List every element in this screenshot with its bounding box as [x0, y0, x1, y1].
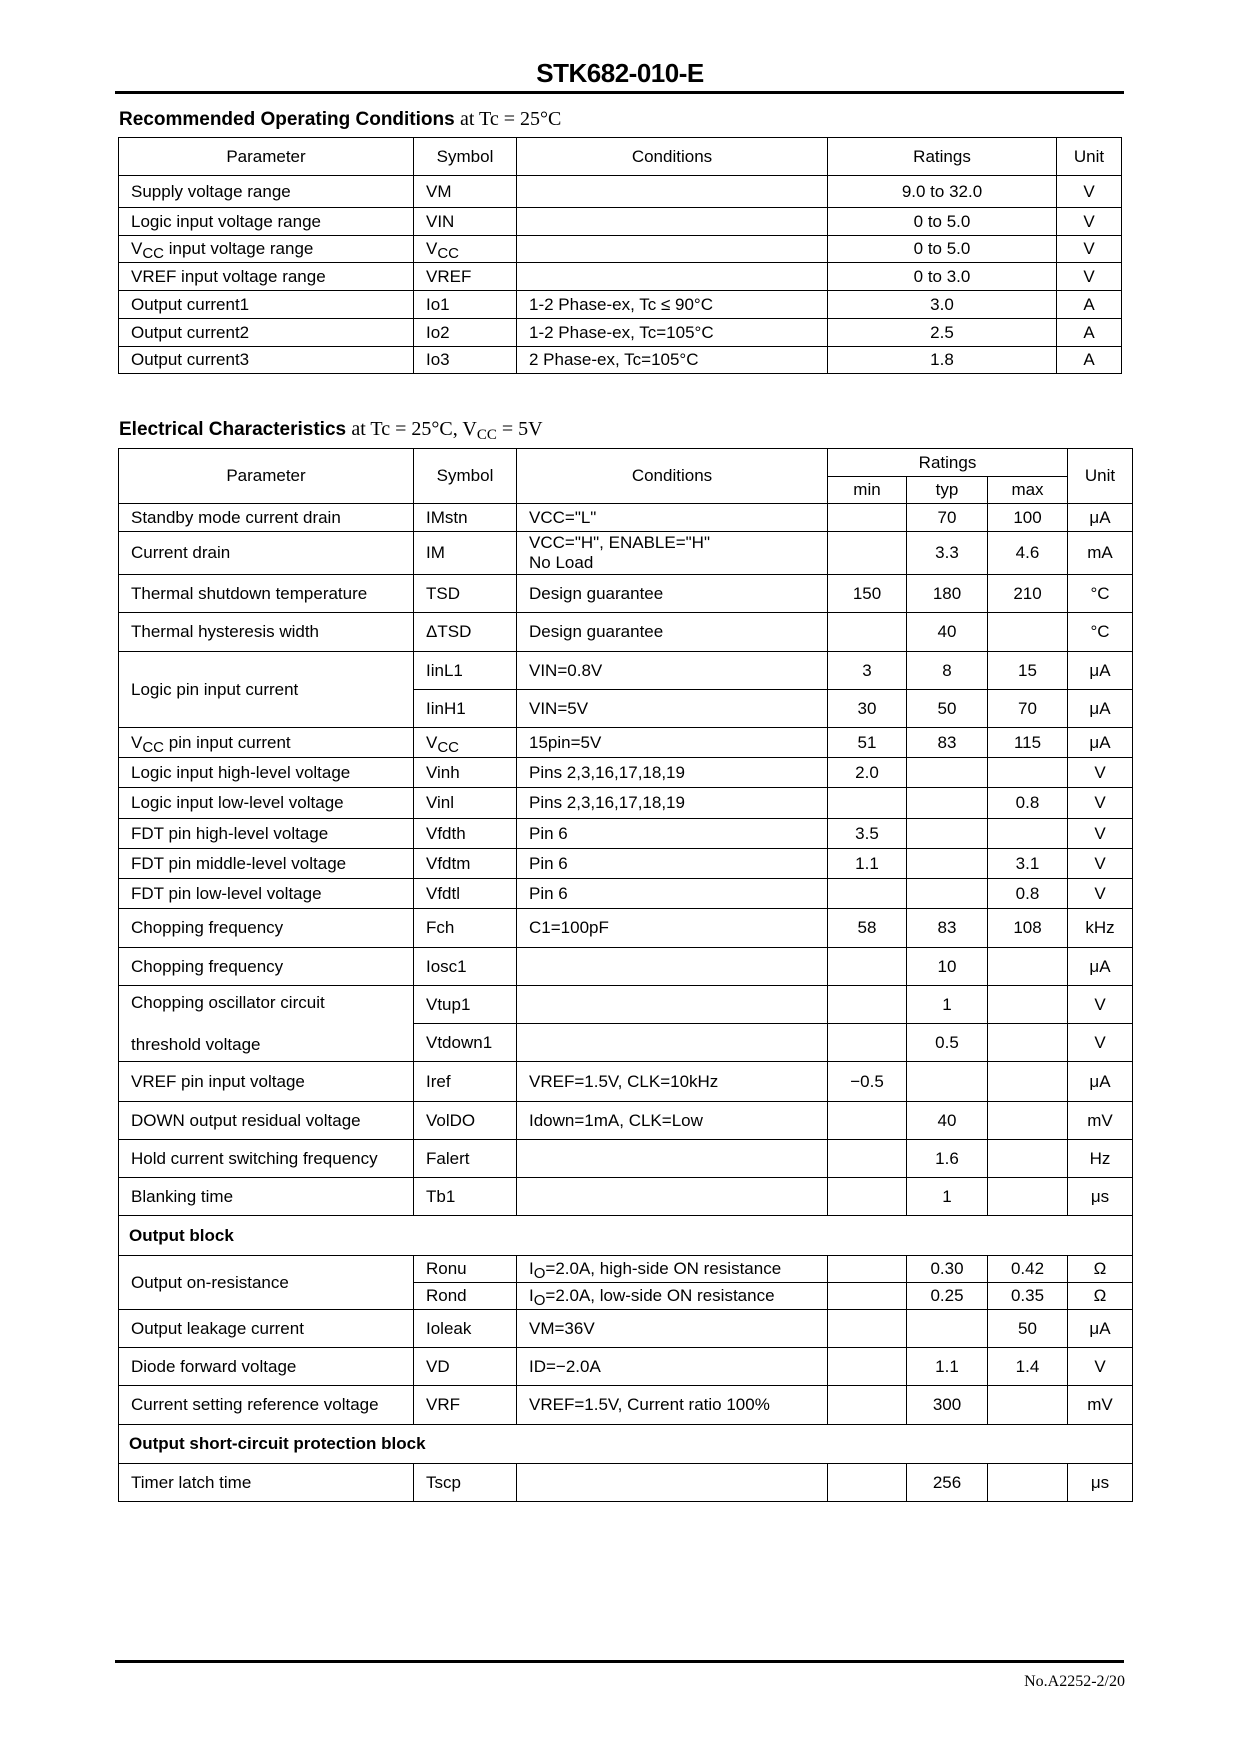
header-unit: Unit [1068, 449, 1133, 504]
conditions-cell [517, 208, 828, 236]
max-cell: 4.6 [988, 532, 1068, 575]
conditions-cell: VIN=5V [517, 690, 828, 728]
conditions-cell: 1-2 Phase-ex, Tc ≤ 90°C [517, 291, 828, 319]
table-row [119, 879, 1133, 909]
symbol-cell: Rond [414, 1283, 517, 1310]
unit-cell: mV [1068, 1386, 1133, 1425]
table-row [119, 986, 1133, 1024]
min-cell: 1.1 [828, 849, 907, 879]
parameter-cell: VREF pin input voltage [119, 1062, 414, 1102]
conditions-cell [517, 986, 828, 1024]
symbol-cell: Vinl [414, 788, 517, 819]
typ-cell: 3.3 [907, 532, 988, 575]
rating-cell: 1.8 [828, 347, 1057, 374]
symbol-cell: Ioleak [414, 1310, 517, 1348]
max-cell: 0.42 [988, 1256, 1068, 1283]
table-row [119, 575, 1133, 613]
parameter-cell: Logic input low-level voltage [119, 788, 414, 819]
conditions-cell [517, 1178, 828, 1216]
parameter-cell: FDT pin middle-level voltage [119, 849, 414, 879]
max-cell: 210 [988, 575, 1068, 613]
elec-heading-title: Electrical Characteristics [119, 419, 347, 440]
symbol-cell: IinH1 [414, 690, 517, 728]
max-cell [988, 1178, 1068, 1216]
header-symbol: Symbol [414, 449, 517, 504]
table-row [119, 758, 1133, 788]
table-row [119, 1140, 1133, 1178]
unit-cell: A [1057, 319, 1122, 347]
conditions-cell [517, 263, 828, 291]
symbol-cell: Fch [414, 909, 517, 948]
rating-cell: 0 to 3.0 [828, 263, 1057, 291]
max-cell [988, 1102, 1068, 1140]
symbol-cell: VolDO [414, 1102, 517, 1140]
min-cell: −0.5 [828, 1062, 907, 1102]
max-cell: 70 [988, 690, 1068, 728]
min-cell [828, 1256, 907, 1283]
rating-cell: 0 to 5.0 [828, 236, 1057, 263]
unit-cell: V [1068, 1348, 1133, 1386]
conditions-cell: Pin 6 [517, 819, 828, 849]
parameter-cell: Output leakage current [119, 1310, 414, 1348]
typ-cell: 0.25 [907, 1283, 988, 1310]
conditions-cell: Design guarantee [517, 613, 828, 652]
conditions-line: No Load [529, 553, 594, 572]
min-cell: 3.5 [828, 819, 907, 849]
rec-heading [119, 108, 561, 131]
parameter-line: Chopping oscillator circuit [131, 992, 325, 1012]
conditions-cell: $I_O=2.0A$, high-side ON resistance [517, 1256, 828, 1283]
unit-cell: V [1068, 758, 1133, 788]
table-row [119, 1062, 1133, 1102]
typ-cell: 83 [907, 909, 988, 948]
unit-cell: mV [1068, 1102, 1133, 1140]
min-cell: 3 [828, 652, 907, 690]
rating-cell: 0 to 5.0 [828, 208, 1057, 236]
table-row [119, 909, 1133, 948]
unit-cell: Ω [1068, 1256, 1133, 1283]
min-cell: 2.0 [828, 758, 907, 788]
max-cell: 0.8 [988, 879, 1068, 909]
header-max: max [988, 477, 1068, 504]
table-row [119, 728, 1133, 758]
conditions-cell [517, 948, 828, 986]
unit-cell: μA [1068, 652, 1133, 690]
symbol-cell: Iosc1 [414, 948, 517, 986]
unit-cell: Ω [1068, 1283, 1133, 1310]
unit-cell: A [1057, 291, 1122, 319]
symbol-cell: Vinh [414, 758, 517, 788]
table-row [119, 1386, 1133, 1425]
table-row [119, 291, 1122, 319]
unit-cell: μA [1068, 728, 1133, 758]
symbol-cell: VM [414, 176, 517, 208]
symbol-cell: ΔTSD [414, 613, 517, 652]
max-cell: 3.1 [988, 849, 1068, 879]
max-cell [988, 1464, 1068, 1502]
conditions-cell: 2 Phase-ex, Tc=105°C [517, 347, 828, 374]
parameter-cell: FDT pin low-level voltage [119, 879, 414, 909]
typ-cell: 70 [907, 504, 988, 532]
min-cell [828, 1140, 907, 1178]
typ-cell [907, 819, 988, 849]
elec-heading-condition: at Tc = 25°C, $V_{CC} = 5V$ [351, 418, 543, 443]
parameter-cell: Output current2 [119, 319, 414, 347]
symbol-cell: Tb1 [414, 1178, 517, 1216]
max-cell [988, 1140, 1068, 1178]
unit-cell: V [1057, 208, 1122, 236]
parameter-cell: $V_{CC}$ pin input current [119, 728, 414, 758]
unit-cell: V [1068, 819, 1133, 849]
parameter-cell: DOWN output residual voltage [119, 1102, 414, 1140]
unit-cell: V [1068, 849, 1133, 879]
conditions-cell: VREF=1.5V, CLK=10kHz [517, 1062, 828, 1102]
max-cell [988, 1062, 1068, 1102]
header-conditions: Conditions [517, 449, 828, 504]
typ-cell [907, 849, 988, 879]
typ-cell [907, 788, 988, 819]
table-row [119, 788, 1133, 819]
unit-cell: V [1068, 986, 1133, 1024]
table-header-row [119, 138, 1122, 176]
electrical-characteristics-table [118, 448, 1133, 1502]
header-unit: Unit [1057, 138, 1122, 176]
min-cell [828, 879, 907, 909]
conditions-cell [517, 532, 828, 575]
symbol-cell: $V_{CC}$ [414, 236, 517, 263]
parameter-cell: Output current1 [119, 291, 414, 319]
table-row [119, 613, 1133, 652]
typ-cell: 1.6 [907, 1140, 988, 1178]
table-row [119, 208, 1122, 236]
unit-cell: μA [1068, 948, 1133, 986]
table-row [119, 1310, 1133, 1348]
typ-cell: 40 [907, 613, 988, 652]
unit-cell: μA [1068, 504, 1133, 532]
typ-cell: 180 [907, 575, 988, 613]
conditions-cell: Idown=1mA, CLK=Low [517, 1102, 828, 1140]
parameter-cell: Chopping frequency [119, 948, 414, 986]
conditions-cell: ID=−2.0A [517, 1348, 828, 1386]
page-number: No.A2252-2/20 [1024, 1673, 1125, 1690]
min-cell [828, 788, 907, 819]
symbol-cell: VIN [414, 208, 517, 236]
symbol-cell: Io3 [414, 347, 517, 374]
typ-cell: 8 [907, 652, 988, 690]
max-cell [988, 758, 1068, 788]
parameter-cell: $V_{CC}$ input voltage range [119, 236, 414, 263]
symbol-cell: IM [414, 532, 517, 575]
table-row [119, 263, 1122, 291]
rating-cell: 3.0 [828, 291, 1057, 319]
unit-cell: °C [1068, 613, 1133, 652]
rating-cell: 9.0 to 32.0 [828, 176, 1057, 208]
conditions-line: VCC="H", ENABLE="H" [529, 533, 710, 552]
table-row [119, 1256, 1133, 1283]
table-row [119, 504, 1133, 532]
symbol-cell: Vtdown1 [414, 1024, 517, 1062]
unit-cell: μA [1068, 1310, 1133, 1348]
unit-cell: V [1068, 788, 1133, 819]
min-cell: 30 [828, 690, 907, 728]
conditions-cell: VIN=0.8V [517, 652, 828, 690]
section-heading: Output short-circuit protection block [119, 1425, 1133, 1464]
parameter-cell: Thermal shutdown temperature [119, 575, 414, 613]
typ-cell [907, 1310, 988, 1348]
max-cell [988, 1024, 1068, 1062]
parameter-cell: Current setting reference voltage [119, 1386, 414, 1425]
min-cell [828, 613, 907, 652]
unit-cell: °C [1068, 575, 1133, 613]
min-cell: 58 [828, 909, 907, 948]
typ-cell: 0.30 [907, 1256, 988, 1283]
symbol-cell: Tscp [414, 1464, 517, 1502]
parameter-cell: Output current3 [119, 347, 414, 374]
symbol-cell: VRF [414, 1386, 517, 1425]
typ-cell: 40 [907, 1102, 988, 1140]
typ-cell: 50 [907, 690, 988, 728]
unit-cell: Hz [1068, 1140, 1133, 1178]
min-cell [828, 1464, 907, 1502]
max-cell: 108 [988, 909, 1068, 948]
unit-cell: μs [1068, 1464, 1133, 1502]
table-row [119, 948, 1133, 986]
symbol-cell: VD [414, 1348, 517, 1386]
max-cell [988, 819, 1068, 849]
min-cell [828, 1178, 907, 1216]
table-row [119, 1178, 1133, 1216]
max-cell [988, 986, 1068, 1024]
table-row [119, 849, 1133, 879]
conditions-cell: C1=100pF [517, 909, 828, 948]
max-cell: 115 [988, 728, 1068, 758]
parameter-cell: Blanking time [119, 1178, 414, 1216]
min-cell: 150 [828, 575, 907, 613]
conditions-cell: Pins 2,3,16,17,18,19 [517, 788, 828, 819]
conditions-cell: Design guarantee [517, 575, 828, 613]
unit-cell: μA [1068, 690, 1133, 728]
header-ratings: Ratings [828, 138, 1057, 176]
unit-cell: mA [1068, 532, 1133, 575]
max-cell: 15 [988, 652, 1068, 690]
symbol-cell: Vfdtm [414, 849, 517, 879]
parameter-cell: Logic input voltage range [119, 208, 414, 236]
min-cell: 51 [828, 728, 907, 758]
conditions-cell: Pin 6 [517, 849, 828, 879]
table-row [119, 1102, 1133, 1140]
parameter-cell: Output on-resistance [119, 1256, 414, 1310]
max-cell [988, 948, 1068, 986]
symbol-cell: Vtup1 [414, 986, 517, 1024]
rec-heading-condition: at Tc = 25°C [459, 108, 562, 130]
table-row [119, 176, 1122, 208]
conditions-cell: VREF=1.5V, Current ratio 100% [517, 1386, 828, 1425]
header-rule [115, 91, 1124, 94]
max-cell: 0.35 [988, 1283, 1068, 1310]
table-row [119, 347, 1122, 374]
table-row [119, 1464, 1133, 1502]
symbol-cell: VREF [414, 263, 517, 291]
conditions-cell: Pin 6 [517, 879, 828, 909]
header-typ: typ [907, 477, 988, 504]
conditions-cell [517, 1464, 828, 1502]
symbol-cell: Ronu [414, 1256, 517, 1283]
unit-cell: μA [1068, 1062, 1133, 1102]
conditions-cell: 15pin=5V [517, 728, 828, 758]
conditions-cell: 1-2 Phase-ex, Tc=105°C [517, 319, 828, 347]
parameter-cell: Logic pin input current [119, 652, 414, 728]
max-cell [988, 613, 1068, 652]
symbol-cell: Iref [414, 1062, 517, 1102]
conditions-cell [517, 1024, 828, 1062]
unit-cell: V [1068, 1024, 1133, 1062]
max-cell: 100 [988, 504, 1068, 532]
typ-cell: 1 [907, 1178, 988, 1216]
table-row [119, 319, 1122, 347]
parameter-cell: Hold current switching frequency [119, 1140, 414, 1178]
parameter-cell: Logic input high-level voltage [119, 758, 414, 788]
table-header-row [119, 449, 1133, 477]
table-row [119, 819, 1133, 849]
recommended-operating-conditions-table [118, 137, 1122, 374]
conditions-cell [517, 236, 828, 263]
min-cell [828, 986, 907, 1024]
header-symbol: Symbol [414, 138, 517, 176]
min-cell [828, 1102, 907, 1140]
max-cell: 1.4 [988, 1348, 1068, 1386]
typ-cell [907, 758, 988, 788]
footer-rule [115, 1660, 1124, 1663]
min-cell [828, 1348, 907, 1386]
typ-cell: 1.1 [907, 1348, 988, 1386]
header-parameter: Parameter [119, 138, 414, 176]
symbol-cell: Vfdth [414, 819, 517, 849]
header-parameter: Parameter [119, 449, 414, 504]
symbol-cell: IinL1 [414, 652, 517, 690]
unit-cell: V [1057, 176, 1122, 208]
typ-cell: 0.5 [907, 1024, 988, 1062]
typ-cell [907, 879, 988, 909]
unit-cell: V [1057, 263, 1122, 291]
parameter-cell [119, 986, 414, 1062]
min-cell [828, 504, 907, 532]
table-row [119, 652, 1133, 690]
document-title: STK682-010-E [536, 58, 704, 88]
rec-heading-title: Recommended Operating Conditions [119, 109, 455, 130]
conditions-cell [517, 1140, 828, 1178]
min-cell [828, 1386, 907, 1425]
max-cell [988, 1386, 1068, 1425]
max-cell: 50 [988, 1310, 1068, 1348]
parameter-cell: Chopping frequency [119, 909, 414, 948]
unit-cell: V [1057, 236, 1122, 263]
min-cell [828, 1283, 907, 1310]
header-min: min [828, 477, 907, 504]
parameter-line: threshold voltage [131, 1034, 261, 1054]
symbol-cell: Falert [414, 1140, 517, 1178]
parameter-cell: Supply voltage range [119, 176, 414, 208]
min-cell [828, 532, 907, 575]
table-row [119, 236, 1122, 263]
parameter-cell: Current drain [119, 532, 414, 575]
parameter-cell: Standby mode current drain [119, 504, 414, 532]
unit-cell: V [1068, 879, 1133, 909]
table-row [119, 532, 1133, 575]
unit-cell: A [1057, 347, 1122, 374]
max-cell: 0.8 [988, 788, 1068, 819]
parameter-cell: Timer latch time [119, 1464, 414, 1502]
header-conditions: Conditions [517, 138, 828, 176]
rating-cell: 2.5 [828, 319, 1057, 347]
unit-cell: μs [1068, 1178, 1133, 1216]
header-ratings: Ratings [828, 449, 1068, 477]
symbol-cell: TSD [414, 575, 517, 613]
elec-heading [119, 418, 543, 441]
section-heading: Output block [119, 1216, 1133, 1256]
conditions-cell: $I_O=2.0A$, low-side ON resistance [517, 1283, 828, 1310]
conditions-cell: VM=36V [517, 1310, 828, 1348]
conditions-cell: Pins 2,3,16,17,18,19 [517, 758, 828, 788]
section-row [119, 1425, 1133, 1464]
typ-cell: 1 [907, 986, 988, 1024]
typ-cell: 256 [907, 1464, 988, 1502]
section-row [119, 1216, 1133, 1256]
symbol-cell: Io1 [414, 291, 517, 319]
typ-cell [907, 1062, 988, 1102]
conditions-cell [517, 176, 828, 208]
symbol-cell: IMstn [414, 504, 517, 532]
symbol-cell: Vfdtl [414, 879, 517, 909]
min-cell [828, 1024, 907, 1062]
parameter-cell: Diode forward voltage [119, 1348, 414, 1386]
min-cell [828, 948, 907, 986]
min-cell [828, 1310, 907, 1348]
symbol-cell: Io2 [414, 319, 517, 347]
conditions-cell: VCC="L" [517, 504, 828, 532]
parameter-cell: VREF input voltage range [119, 263, 414, 291]
parameter-cell: FDT pin high-level voltage [119, 819, 414, 849]
unit-cell: kHz [1068, 909, 1133, 948]
table-row [119, 1348, 1133, 1386]
symbol-cell: $V_{CC}$ [414, 728, 517, 758]
typ-cell: 300 [907, 1386, 988, 1425]
typ-cell: 10 [907, 948, 988, 986]
parameter-cell: Thermal hysteresis width [119, 613, 414, 652]
typ-cell: 83 [907, 728, 988, 758]
